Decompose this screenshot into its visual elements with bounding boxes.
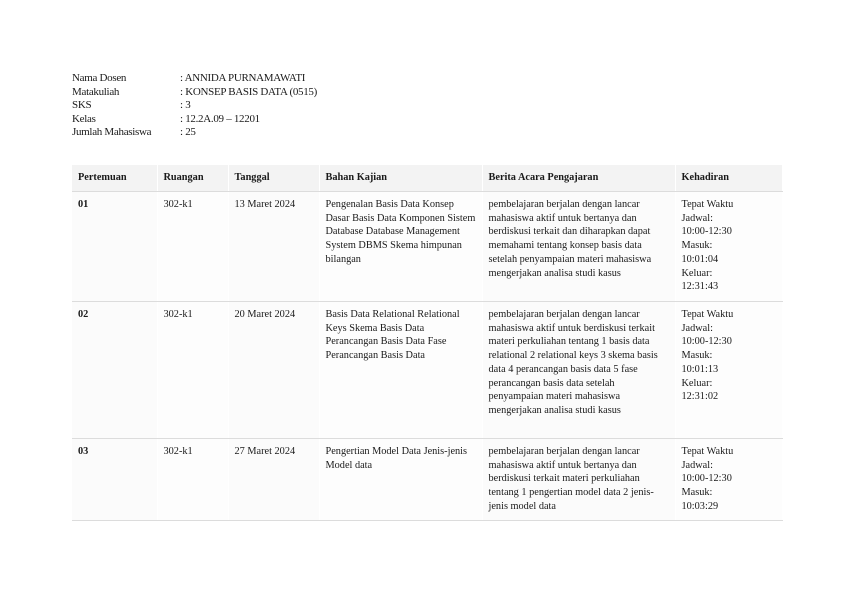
info-label: Nama Dosen: [72, 72, 127, 84]
header-berita-acara: Berita Acara Pengajaran: [482, 165, 675, 192]
attendance-keluar-label: Keluar:: [681, 377, 713, 389]
cell-tanggal: 20 Maret 2024: [228, 302, 319, 439]
course-info: [72, 72, 782, 140]
attendance-keluar-label: Keluar:: [681, 267, 713, 279]
cell-berita-acara: pembelajaran berjalan dengan lancar mahasiswa aktif untuk bertanya dan berdiskusi terkait materi perkuliahan tentang 1 pengertian model data 2 jenis-jenis model data: [482, 439, 675, 521]
cell-bahan-kajian: Basis Data Relational Relational Keys Skema Basis Data Perancangan Basis Data Fase Perancangan Basis Data: [319, 302, 482, 439]
attendance-jadwal: 10:00-12:30: [681, 336, 732, 348]
attendance-jadwal-label: Jadwal:: [681, 322, 713, 334]
cell-berita-acara: pembelajaran berjalan dengan lancar mahasiswa aktif untuk berdiskusi terkait materi perkuliahan tentang 1 basis data relational 2 relational keys 3 skema basis data 4 perancangan basis data 5 fase perancangan basis data setelah penyampaian materi mahasiswa mengerjakan analisa studi kasus: [482, 302, 675, 439]
cell-bahan-kajian: Pengertian Model Data Jenis-jenis Model data: [319, 439, 482, 521]
header-tanggal: Tanggal: [228, 165, 319, 192]
cell-ruangan: 302-k1: [157, 302, 228, 439]
header-bahan-kajian: Bahan Kajian: [319, 165, 482, 192]
attendance-jadwal-label: Jadwal:: [681, 212, 713, 224]
attendance-masuk: 10:01:13: [681, 363, 719, 375]
teaching-record-table: [72, 165, 783, 521]
info-label: SKS: [72, 99, 92, 112]
info-row-sks: [72, 99, 782, 113]
table-row: [72, 192, 782, 302]
attendance-masuk-label: Masuk:: [681, 350, 713, 362]
attendance-masuk-label: Masuk:: [681, 487, 713, 499]
info-row-jumlah-mahasiswa: [72, 126, 782, 140]
cell-kehadiran: [675, 302, 782, 439]
attendance-jadwal: 10:00-12:30: [681, 473, 732, 485]
table-row: [72, 439, 782, 521]
cell-bahan-kajian: Pengenalan Basis Data Konsep Dasar Basis Data Komponen Sistem Database Database Management System DBMS Skema himpunan bilangan: [319, 192, 482, 302]
cell-berita-acara: pembelajaran berjalan dengan lancar mahasiswa aktif untuk bertanya dan berdiskusi terkait dan diharapkan dapat memahami tentang konsep basis data setelah penyampaian materi mahasiswa mengerjakan analisa studi kasus: [482, 192, 675, 302]
header-kehadiran: Kehadiran: [675, 165, 782, 192]
cell-ruangan: 302-k1: [157, 192, 228, 302]
info-row-kelas: [72, 113, 782, 127]
attendance-status: Tepat Waktu: [681, 446, 734, 457]
attendance-jadwal-label: Jadwal:: [681, 459, 713, 471]
attendance-status: Tepat Waktu: [681, 199, 734, 210]
attendance-status: Tepat Waktu: [681, 309, 734, 320]
info-value: : 12.2A.09 – 12201: [180, 112, 260, 125]
info-label: Kelas: [72, 112, 96, 125]
info-row-dosen: [72, 72, 782, 86]
info-label: Matakuliah: [72, 85, 120, 98]
info-label: Jumlah Mahasiswa: [72, 126, 152, 139]
document-page: [72, 72, 782, 512]
cell-pertemuan: 03: [72, 439, 157, 521]
header-pertemuan: Pertemuan: [72, 165, 157, 192]
info-value: : KONSEP BASIS DATA (0515): [180, 85, 317, 98]
info-row-matakuliah: [72, 86, 782, 100]
cell-tanggal: 13 Maret 2024: [228, 192, 319, 302]
cell-pertemuan: 02: [72, 302, 157, 439]
info-value: : 3: [180, 99, 191, 112]
info-value: : 25: [180, 126, 196, 139]
attendance-masuk: 10:01:04: [681, 253, 719, 265]
cell-kehadiran: [675, 192, 782, 302]
table-row: [72, 302, 782, 439]
cell-ruangan: 302-k1: [157, 439, 228, 521]
attendance-keluar: 12:31:43: [681, 281, 719, 293]
info-value: : ANNIDA PURNAMAWATI: [180, 72, 306, 84]
attendance-jadwal: 10:00-12:30: [681, 226, 732, 238]
attendance-masuk-label: Masuk:: [681, 240, 713, 252]
attendance-masuk: 10:03:29: [681, 500, 719, 512]
cell-pertemuan: 01: [72, 192, 157, 302]
cell-kehadiran: [675, 439, 782, 521]
table-header-row: [72, 165, 782, 192]
attendance-keluar: 12:31:02: [681, 391, 719, 403]
cell-tanggal: 27 Maret 2024: [228, 439, 319, 521]
header-ruangan: Ruangan: [157, 165, 228, 192]
